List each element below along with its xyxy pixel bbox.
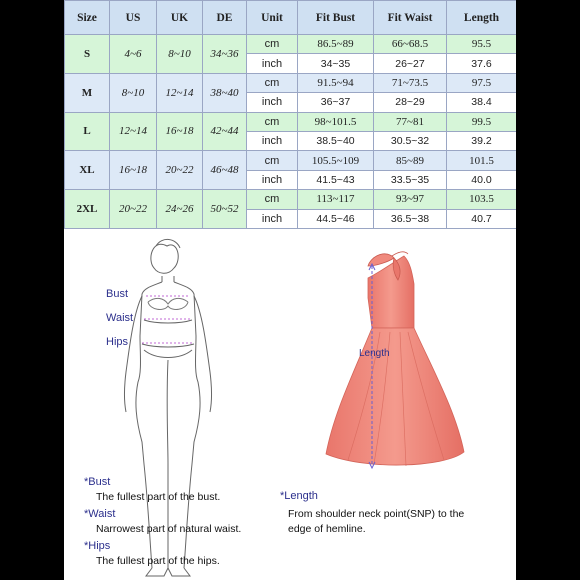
header-uk: UK [157, 1, 203, 35]
bust-cell: 34~35 [298, 54, 374, 73]
waist-cell: 26~27 [374, 54, 447, 73]
waist-cell: 36.5~38 [374, 209, 447, 228]
uk-cell: 8~10 [157, 35, 203, 74]
header-length: Length [447, 1, 517, 35]
bust-cell: 113~117 [298, 190, 374, 209]
table-row [65, 190, 517, 209]
length-cell: 39.2 [447, 131, 517, 150]
unit-cell: cm [247, 151, 298, 170]
uk-cell: 24~26 [157, 190, 203, 229]
bust-cell: 91.5~94 [298, 73, 374, 92]
unit-cell: inch [247, 209, 298, 228]
waist-cell: 33.5~35 [374, 170, 447, 189]
note-length-text-2: edge of hemline. [288, 523, 366, 535]
de-cell: 42~44 [203, 112, 247, 151]
header-fit-waist: Fit Waist [374, 1, 447, 35]
table-row [65, 151, 517, 170]
size-cell: S [65, 35, 110, 74]
uk-cell: 16~18 [157, 112, 203, 151]
length-cell: 103.5 [447, 190, 517, 209]
length-cell: 40.7 [447, 209, 517, 228]
waist-cell: 77~81 [374, 112, 447, 131]
notes-left [84, 476, 241, 567]
bust-cell: 36~37 [298, 93, 374, 112]
table-row [65, 73, 517, 92]
bust-cell: 44.5~46 [298, 209, 374, 228]
unit-cell: inch [247, 170, 298, 189]
waist-cell: 93~97 [374, 190, 447, 209]
uk-cell: 20~22 [157, 151, 203, 190]
us-cell: 4~6 [110, 35, 157, 74]
bust-cell: 105.5~109 [298, 151, 374, 170]
unit-cell: cm [247, 73, 298, 92]
bust-cell: 41.5~43 [298, 170, 374, 189]
note-length-title: *Length [280, 490, 318, 502]
size-cell: L [65, 112, 110, 151]
de-cell: 50~52 [203, 190, 247, 229]
uk-cell: 12~14 [157, 73, 203, 112]
note-length-text-1: From shoulder neck point(SNP) to the [288, 508, 465, 520]
length-cell: 99.5 [447, 112, 517, 131]
hips-label: Hips [106, 336, 129, 348]
size-cell: 2XL [65, 190, 110, 229]
us-cell: 16~18 [110, 151, 157, 190]
note-bust-title: *Bust [84, 476, 111, 488]
illustration-area [64, 232, 516, 580]
note-waist-title: *Waist [84, 508, 116, 520]
length-cell: 97.5 [447, 73, 517, 92]
length-cell: 40.0 [447, 170, 517, 189]
us-cell: 20~22 [110, 190, 157, 229]
table-row [65, 112, 517, 131]
bust-cell: 86.5~89 [298, 35, 374, 54]
unit-cell: inch [247, 93, 298, 112]
table-header-row [65, 1, 517, 35]
waist-cell: 66~68.5 [374, 35, 447, 54]
waist-label: Waist [106, 312, 134, 324]
bust-cell: 38.5~40 [298, 131, 374, 150]
length-cell: 38.4 [447, 93, 517, 112]
de-cell: 38~40 [203, 73, 247, 112]
unit-cell: cm [247, 112, 298, 131]
length-cell: 37.6 [447, 54, 517, 73]
size-chart-page [64, 0, 516, 580]
bust-cell: 98~101.5 [298, 112, 374, 131]
size-cell: M [65, 73, 110, 112]
size-cell: XL [65, 151, 110, 190]
de-cell: 46~48 [203, 151, 247, 190]
note-waist-text: Narrowest part of natural waist. [96, 523, 242, 535]
unit-cell: inch [247, 131, 298, 150]
unit-cell: cm [247, 190, 298, 209]
waist-cell: 30.5~32 [374, 131, 447, 150]
size-table [64, 0, 516, 229]
note-hips-text: The fullest part of the hips. [96, 555, 220, 567]
length-cell: 101.5 [447, 151, 517, 170]
waist-cell: 71~73.5 [374, 73, 447, 92]
length-label: Length [359, 348, 390, 359]
waist-cell: 85~89 [374, 151, 447, 170]
header-unit: Unit [247, 1, 298, 35]
waist-cell: 28~29 [374, 93, 447, 112]
notes-right [280, 490, 464, 535]
header-de: DE [203, 1, 247, 35]
note-hips-title: *Hips [84, 540, 111, 552]
header-us: US [110, 1, 157, 35]
header-fit-bust: Fit Bust [298, 1, 374, 35]
table-row [65, 35, 517, 54]
us-cell: 12~14 [110, 112, 157, 151]
de-cell: 34~36 [203, 35, 247, 74]
us-cell: 8~10 [110, 73, 157, 112]
note-bust-text: The fullest part of the bust. [96, 491, 221, 503]
length-cell: 95.5 [447, 35, 517, 54]
bust-label: Bust [106, 288, 129, 300]
unit-cell: cm [247, 35, 298, 54]
unit-cell: inch [247, 54, 298, 73]
header-size: Size [65, 1, 110, 35]
